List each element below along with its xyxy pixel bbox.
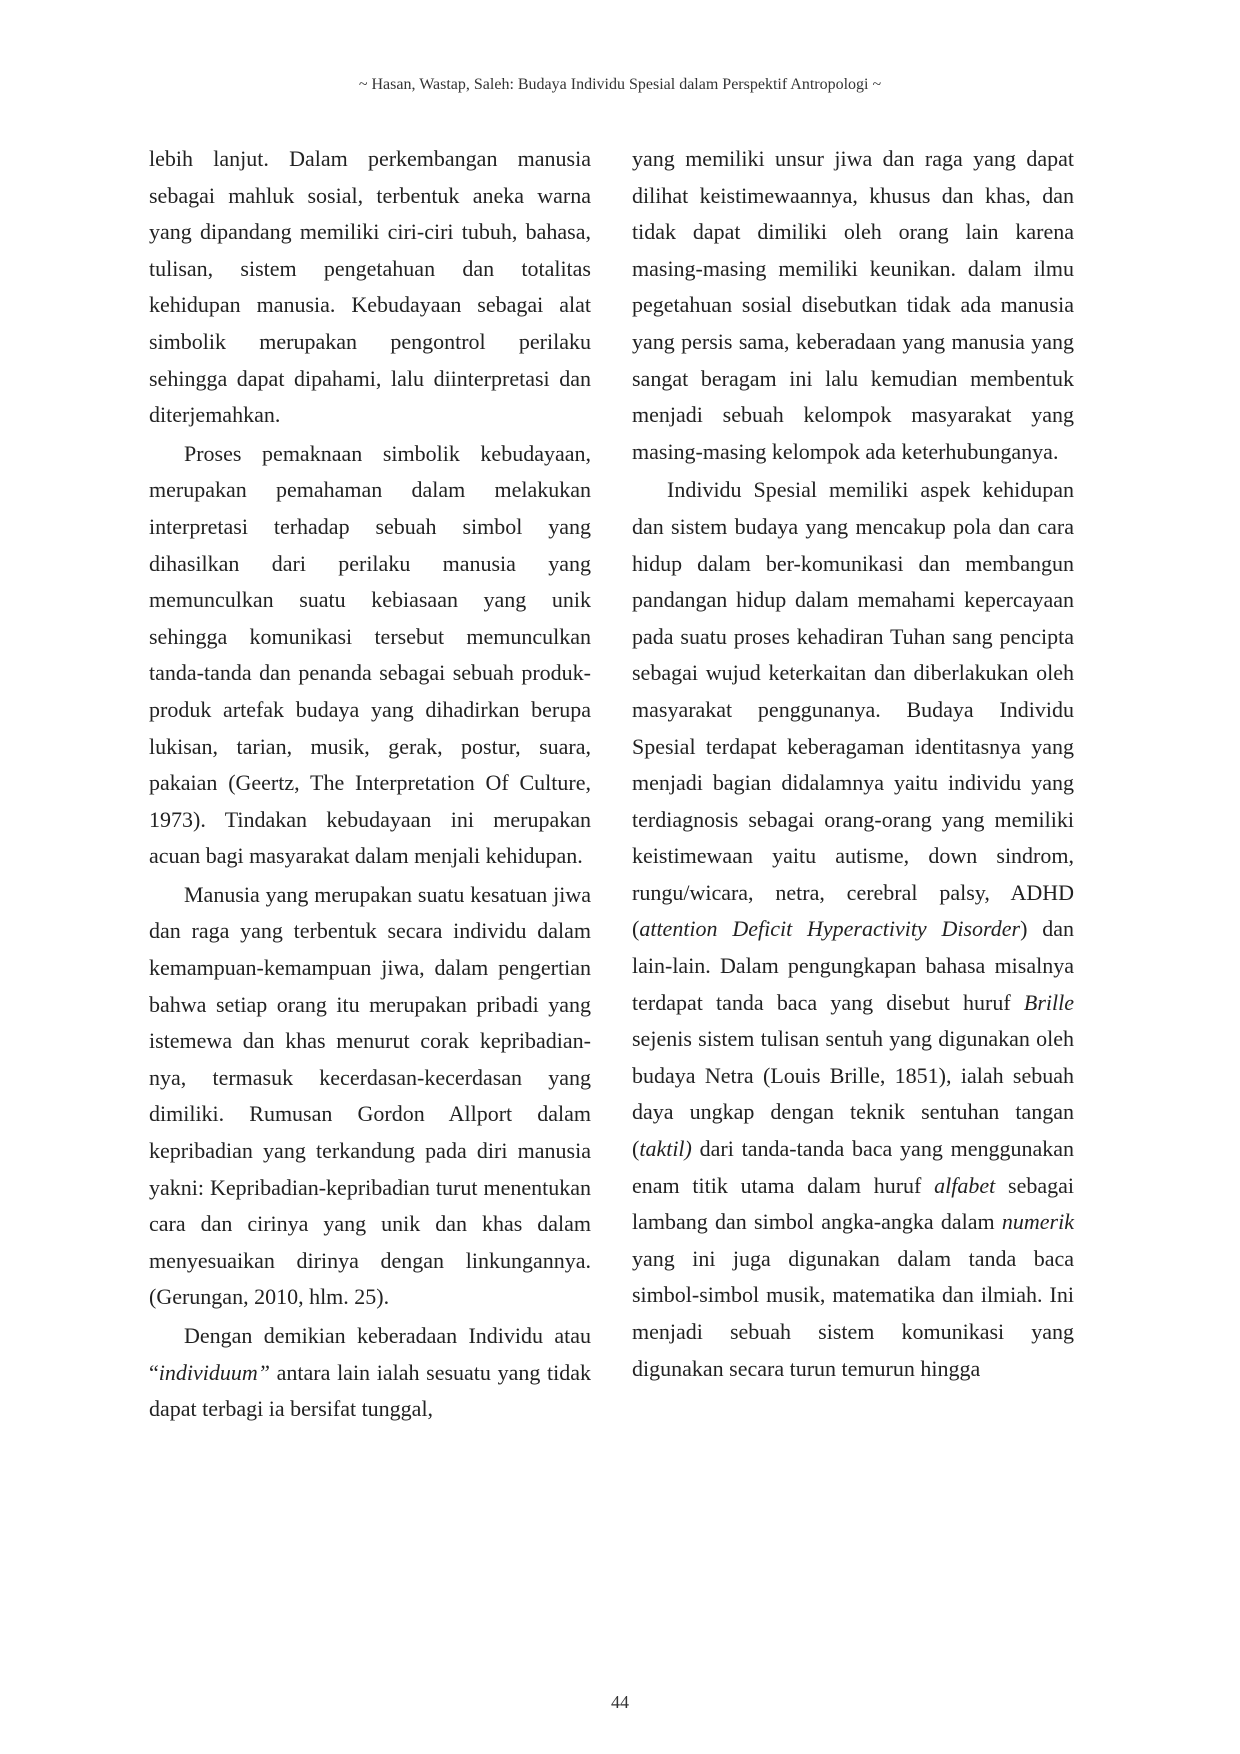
text-span: antara lain ialah sesuatu yang tidak dapat terbagi ia bersifat tunggal,	[149, 1359, 591, 1422]
text-span: sebagai lambang dan simbol angka-angka dalam	[632, 1172, 1074, 1235]
running-header: ~ Hasan, Wastap, Saleh: Budaya Individu Spesial dalam Perspektif Antropologi ~	[358, 76, 882, 93]
text-span: sejenis sistem tulisan sentuh yang digunakan oleh budaya Netra (Louis Brille, 1851), ialah sebuah daya ungkap dengan teknik sentuhan tangan (	[632, 1026, 1074, 1162]
left-paragraph-4	[149, 1318, 591, 1428]
text-span: Dengan demikian keberadaan Individu atau “	[149, 1323, 591, 1385]
text-span: ) dan lain-lain. Dalam pengungkapan bahasa misalnya terdapat tanda baca yang disebut huruf	[632, 916, 1075, 1015]
right-paragraph-2	[632, 472, 1074, 1387]
left-column	[149, 141, 591, 1430]
left-paragraph-2: Proses pemaknaan simbolik kebudayaan, merupakan pemahaman dalam melakukan interpretasi terhadap sebuah simbol yang dihasilkan dari perilaku manusia yang memunculkan suatu kebiasaan yang unik sehingga komunikasi tersebut memunculkan tanda-tanda dan penanda sebagai sebuah produk-produk artefak budaya yang dihadirkan berupa lukisan, tarian, musik, gerak, postur, suara, pakaian (Geertz, The Interpretation Of Culture, 1973). Tindakan kebudayaan ini merupakan acuan bagi masyarakat dalam menjali kehidupan.	[149, 440, 591, 869]
right-column	[632, 141, 1074, 1389]
italic-term: alfabet	[934, 1172, 996, 1198]
italic-term: Brille	[1023, 989, 1074, 1015]
italic-term: individuum”	[158, 1359, 270, 1385]
italic-term: numerik	[1001, 1209, 1074, 1235]
right-paragraph-1: yang memiliki unsur jiwa dan raga yang dapat dilihat keistimewaannya, khusus dan khas, dan tidak dapat dimiliki oleh orang lain karena masing-masing memiliki keunikan. dalam ilmu pegetahuan sosial disebutkan tidak ada manusia yang persis sama, keberadaan yang manusia yang sangat beragam ini lalu kemudian membentuk menjadi sebuah kelompok masyarakat yang masing-masing kelompok ada keterhubunganya.	[632, 146, 1074, 464]
page-number: 44	[611, 1692, 629, 1712]
text-span: dari tanda-tanda baca yang menggunakan enam titik utama dalam huruf	[632, 1136, 1074, 1198]
left-paragraph-3: Manusia yang merupakan suatu kesatuan jiwa dan raga yang terbentuk secara individu dalam kemampuan-kemampuan jiwa, dalam pengertian bahwa setiap orang itu merupakan pribadi yang istemewa dan khas menurut corak kepribadian-nya, termasuk kecerdasan-kecerdasan yang dimiliki. Rumusan Gordon Allport dalam kepribadian yang terkandung pada diri manusia yakni: Kepribadian-kepribadian turut menentukan cara dan cirinya yang unik dan khas dalam menyesuaikan dirinya dengan linkungannya. (Gerungan, 2010, hlm. 25).	[149, 881, 591, 1310]
left-paragraph-1: lebih lanjut. Dalam perkembangan manusia sebagai mahluk sosial, terbentuk aneka warna yang dipandang memiliki ciri-ciri tubuh, bahasa, tulisan, sistem pengetahuan dan totalitas kehidupan manusia. Kebudayaan sebagai alat simbolik merupakan pengontrol perilaku sehingga dapat dipahami, lalu diinterpretasi dan diterjemahkan.	[149, 146, 591, 428]
italic-term: taktil)	[639, 1136, 692, 1162]
text-span: yang ini juga digunakan dalam tanda baca simbol-simbol musik, matematika dan ilmiah. Ini menjadi sebuah sistem komunikasi yang digunakan secara turun temurun hingga	[632, 1245, 1074, 1381]
italic-term: attention Deficit Hyperactivity Disorder	[639, 916, 1021, 942]
text-span: Individu Spesial memiliki aspek kehidupan dan sistem budaya yang mencakup pola dan cara hidup dalam ber-komunikasi dan membangun pandangan hidup dalam memahami kepercayaan pada suatu proses kehadiran Tuhan sang pencipta sebagai wujud keterkaitan dan diberlakukan oleh masyarakat penggunanya. Budaya Individu Spesial terdapat keberagaman identitasnya yang menjadi bagian didalamnya yaitu individu yang terdiagnosis sebagai orang-orang yang memiliki keistimewaan yaitu autisme, down sindrom, rungu/wicara, netra, cerebral palsy, ADHD (	[632, 477, 1074, 942]
